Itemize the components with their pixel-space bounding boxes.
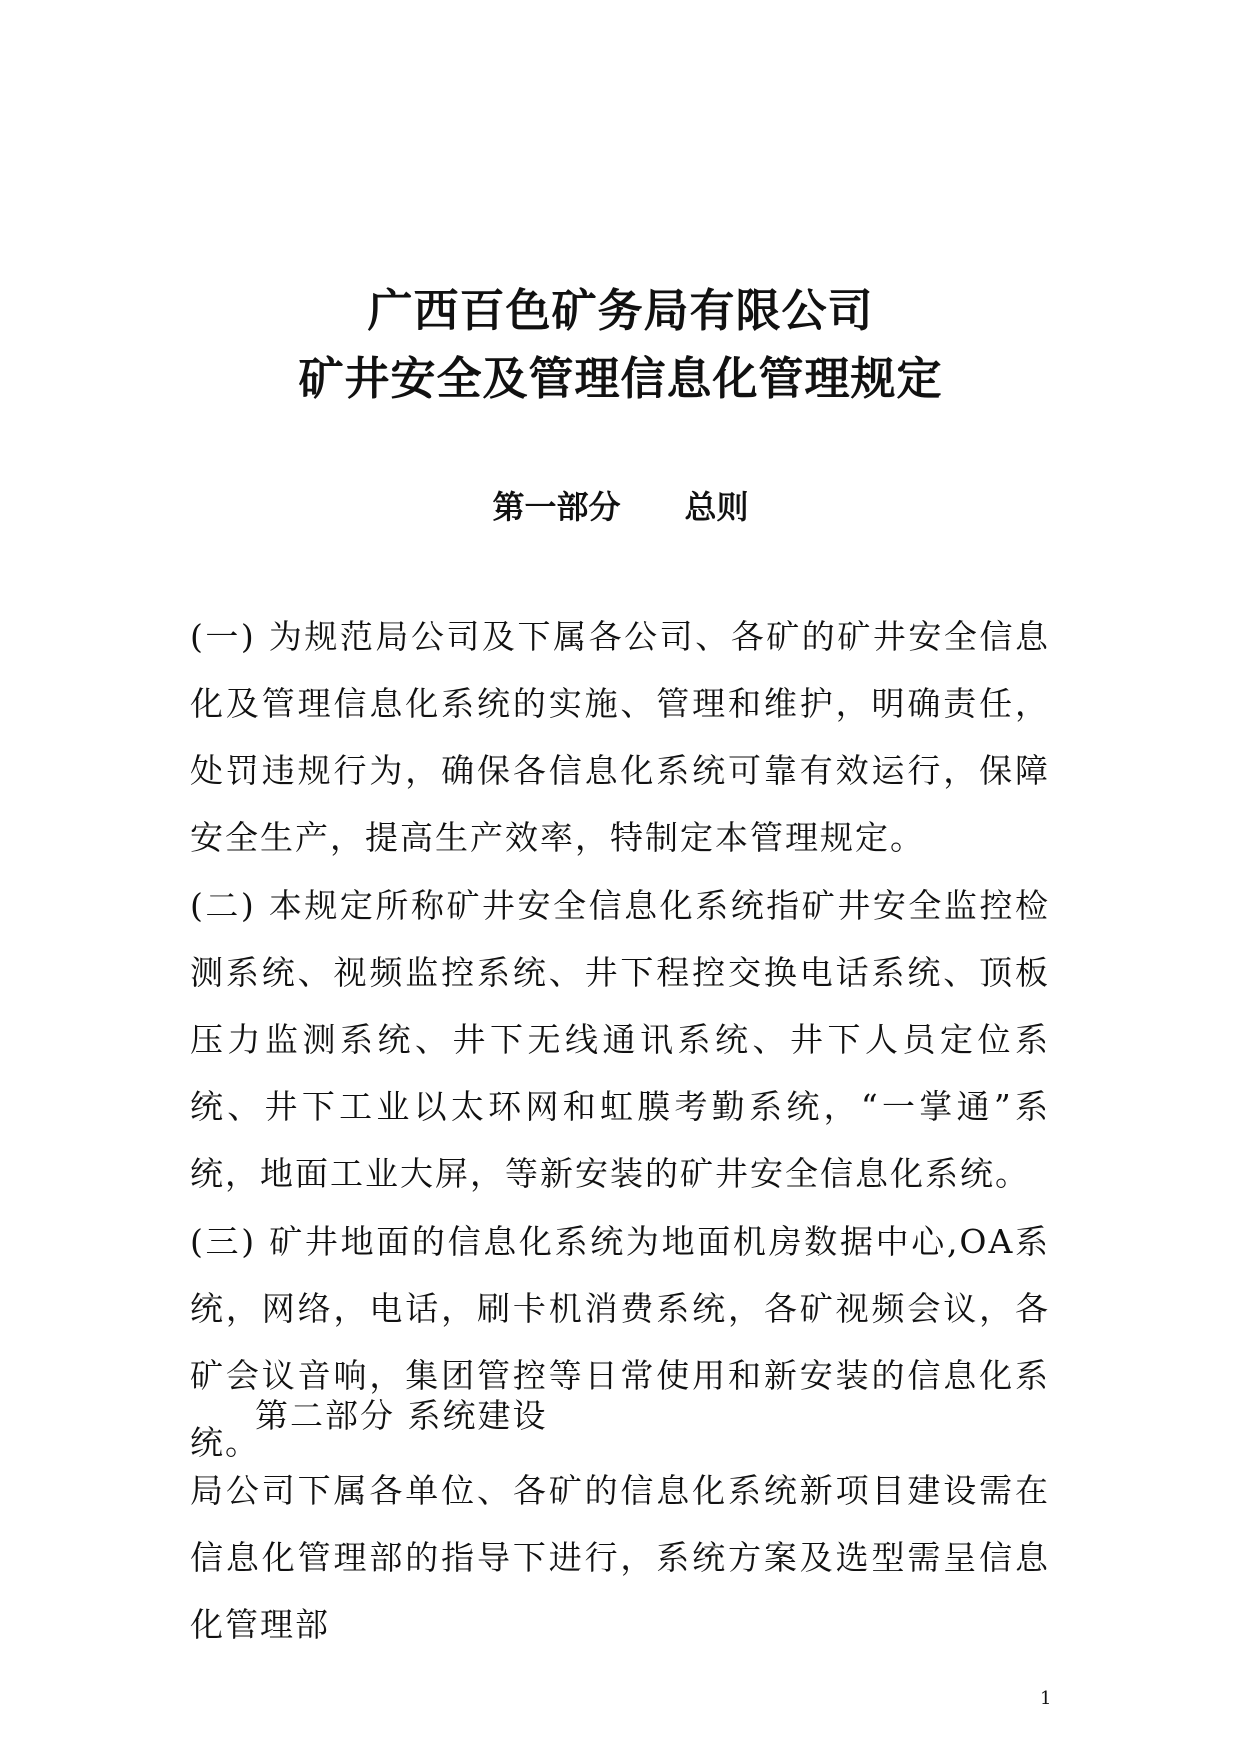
document-title-line2: 矿井安全及管理信息化管理规定 [298, 352, 943, 405]
part2-heading: 第二部分 系统建设 [255, 1396, 548, 1435]
part1-heading [0, 488, 1241, 526]
part1-name: 总则 [684, 488, 749, 526]
paragraph-3: (三) 矿井地面的信息化系统为地面机房数据中心,OA系统，网络，电话，刷卡机消费系统，各矿视频会议，各矿会议音响，集团管控等日常使用和新安装的信息化系统。 [190, 1222, 1050, 1462]
paragraph-2: (二) 本规定所称矿井安全信息化系统指矿井安全监控检测系统、视频监控系统、井下程控交换电话系统、顶板压力监测系统、井下无线通讯系统、井下人员定位系统、井下工业以太环网和虹膜考勤系统，“一掌通”系统，地面工业大屏，等新安装的矿井安全信息化系统。 [190, 886, 1050, 1193]
paragraph-1: (一) 为规范局公司及下属各公司、各矿的矿井安全信息化及管理信息化系统的实施、管理和维护，明确责任，处罚违规行为，确保各信息化系统可靠有效运行，保障安全生产，提高生产效率，特制定本管理规定。 [190, 617, 1050, 857]
part2-paragraph: 局公司下属各单位、各矿的信息化系统新项目建设需在信息化管理部的指导下进行，系统方案及选型需呈信息化管理部 [190, 1471, 1050, 1644]
part1-label: 第一部分 [492, 488, 621, 526]
document-title-line1: 广西百色矿务局有限公司 [367, 284, 874, 337]
page-number: 1 [1040, 1688, 1052, 1709]
